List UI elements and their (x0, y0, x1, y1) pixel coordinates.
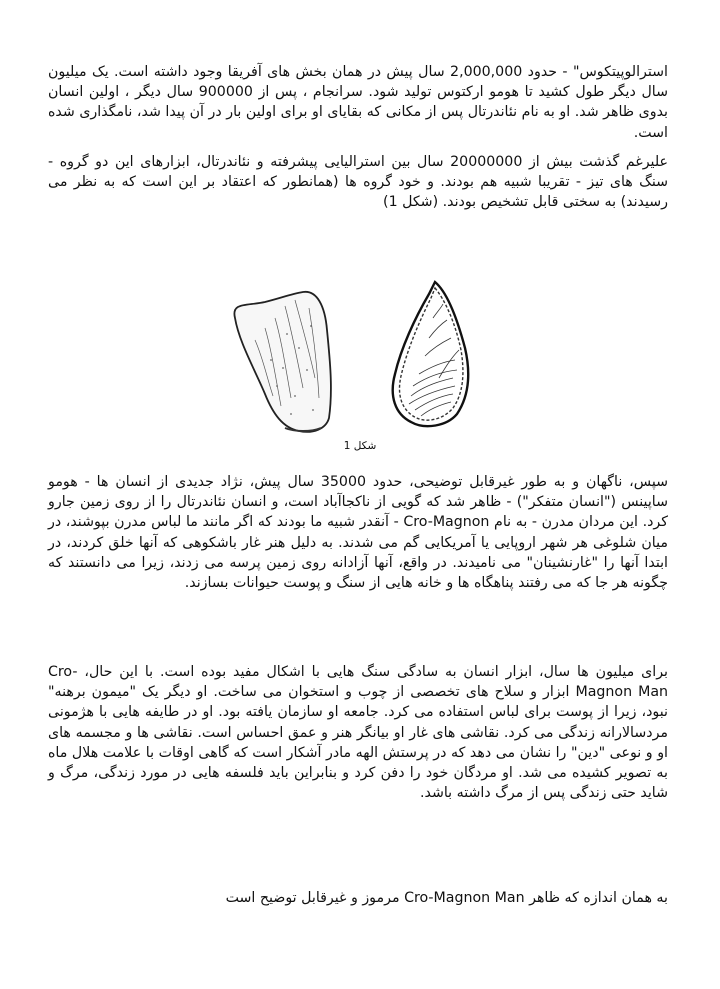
paragraph-cro-magnon-tools: برای میلیون ها سال، ابزار انسان به سادگی سنگ هایی با اشکال مفید بوده است. با این حال، Cro-Magnon Man ابزار و سلاح های تخصصی از چوب و استخوان می ساخت. او دیگر یک "میمون برهنه" نبود، زیرا از پوست برای لباس استفاده می کرد. جامعه او سازمان یافته بود. او در طایفه هایی با هژمونی مردسالارانه زندگی می کرد. نقاشی های غار او بیانگر هنر و عمق احساس است. نقاشی ها و مجسمه های او و نوعی "دین" را نشان می دهد که در پرستش الهه مادر آشکار است که گاهی اوقات با علامت هلال ماه به تصویر کشیده می شد. او مردگان خود را دفن کرد و بنابراین باید فلسفه هایی در مورد زندگی، مرگ و شاید حتی زندگی پس از مرگ داشته باشد. (48, 664, 669, 802)
paragraph-cro-magnon-mystery: به همان اندازه که ظاهر Cro-Magnon Man مرموز و غیرقابل توضیح است (225, 890, 668, 906)
paragraph-tools-comparison: علیرغم گذشت بیش از 20000000 سال بین استرالیایی پیشرفته و نئاندرتال، ابزارهای این دو گروه - سنگ های تیز - تقریبا شبیه هم بودند. و خود گروه ها (همانطور که اعتقاد بر این است که به نظر می رسیدند) به سختی قابل تشخیص بودند. (شکل 1) (48, 154, 668, 211)
figure-caption: شکل 1 (343, 440, 377, 452)
pointed-stone-tool-illustration (393, 282, 469, 426)
stone-tool-illustration (234, 292, 331, 432)
figure-stone-tools (225, 278, 495, 438)
paragraph-australopithecus: استرالوپیتکوس" - حدود 2,000,000 سال پیش در همان بخش های آفریقا وجود داشته است. یک میلیون سال دیگر طول کشید تا هومو ارکتوس تولید شود. سرانجام ، پس از 900000 سال دیگر ، اولین انسان بدوی ظاهر شد. او به نام نئاندرتال پس از مکانی که بقایای او برای اولین بار در آن پیدا شد، نامگذاری شده است. (48, 64, 668, 141)
paragraph-homo-sapiens: سپس، ناگهان و به طور غیرقابل توضیحی، حدود 35000 سال پیش، نژاد جدیدی از انسان ها - هومو ساپینس ("انسان متفکر") - ظاهر شد که گویی از ناکجاآباد است، و انسان نئاندرتال را از روی زمین جارو کرد. این مردان مدرن - به نام Cro-Magnon - آنقدر شبیه ما بودند که اگر مانند ما لباس مدرن بپوشند، در میان شلوغی هر شهر اروپایی یا آمریکایی گم می شدند. به دلیل هنر غار باشکوهی که آنها خلق کردند، در ابتدا آنها را "غارنشینان" می نامیدند. در واقع، آنها آزادانه روی زمین پرسه می زدند، زیرا می دانستند که چگونه هر جا که می رفتند پناهگاه ها و خانه هایی از سنگ و پوست حیوانات بسازند. (48, 474, 668, 592)
